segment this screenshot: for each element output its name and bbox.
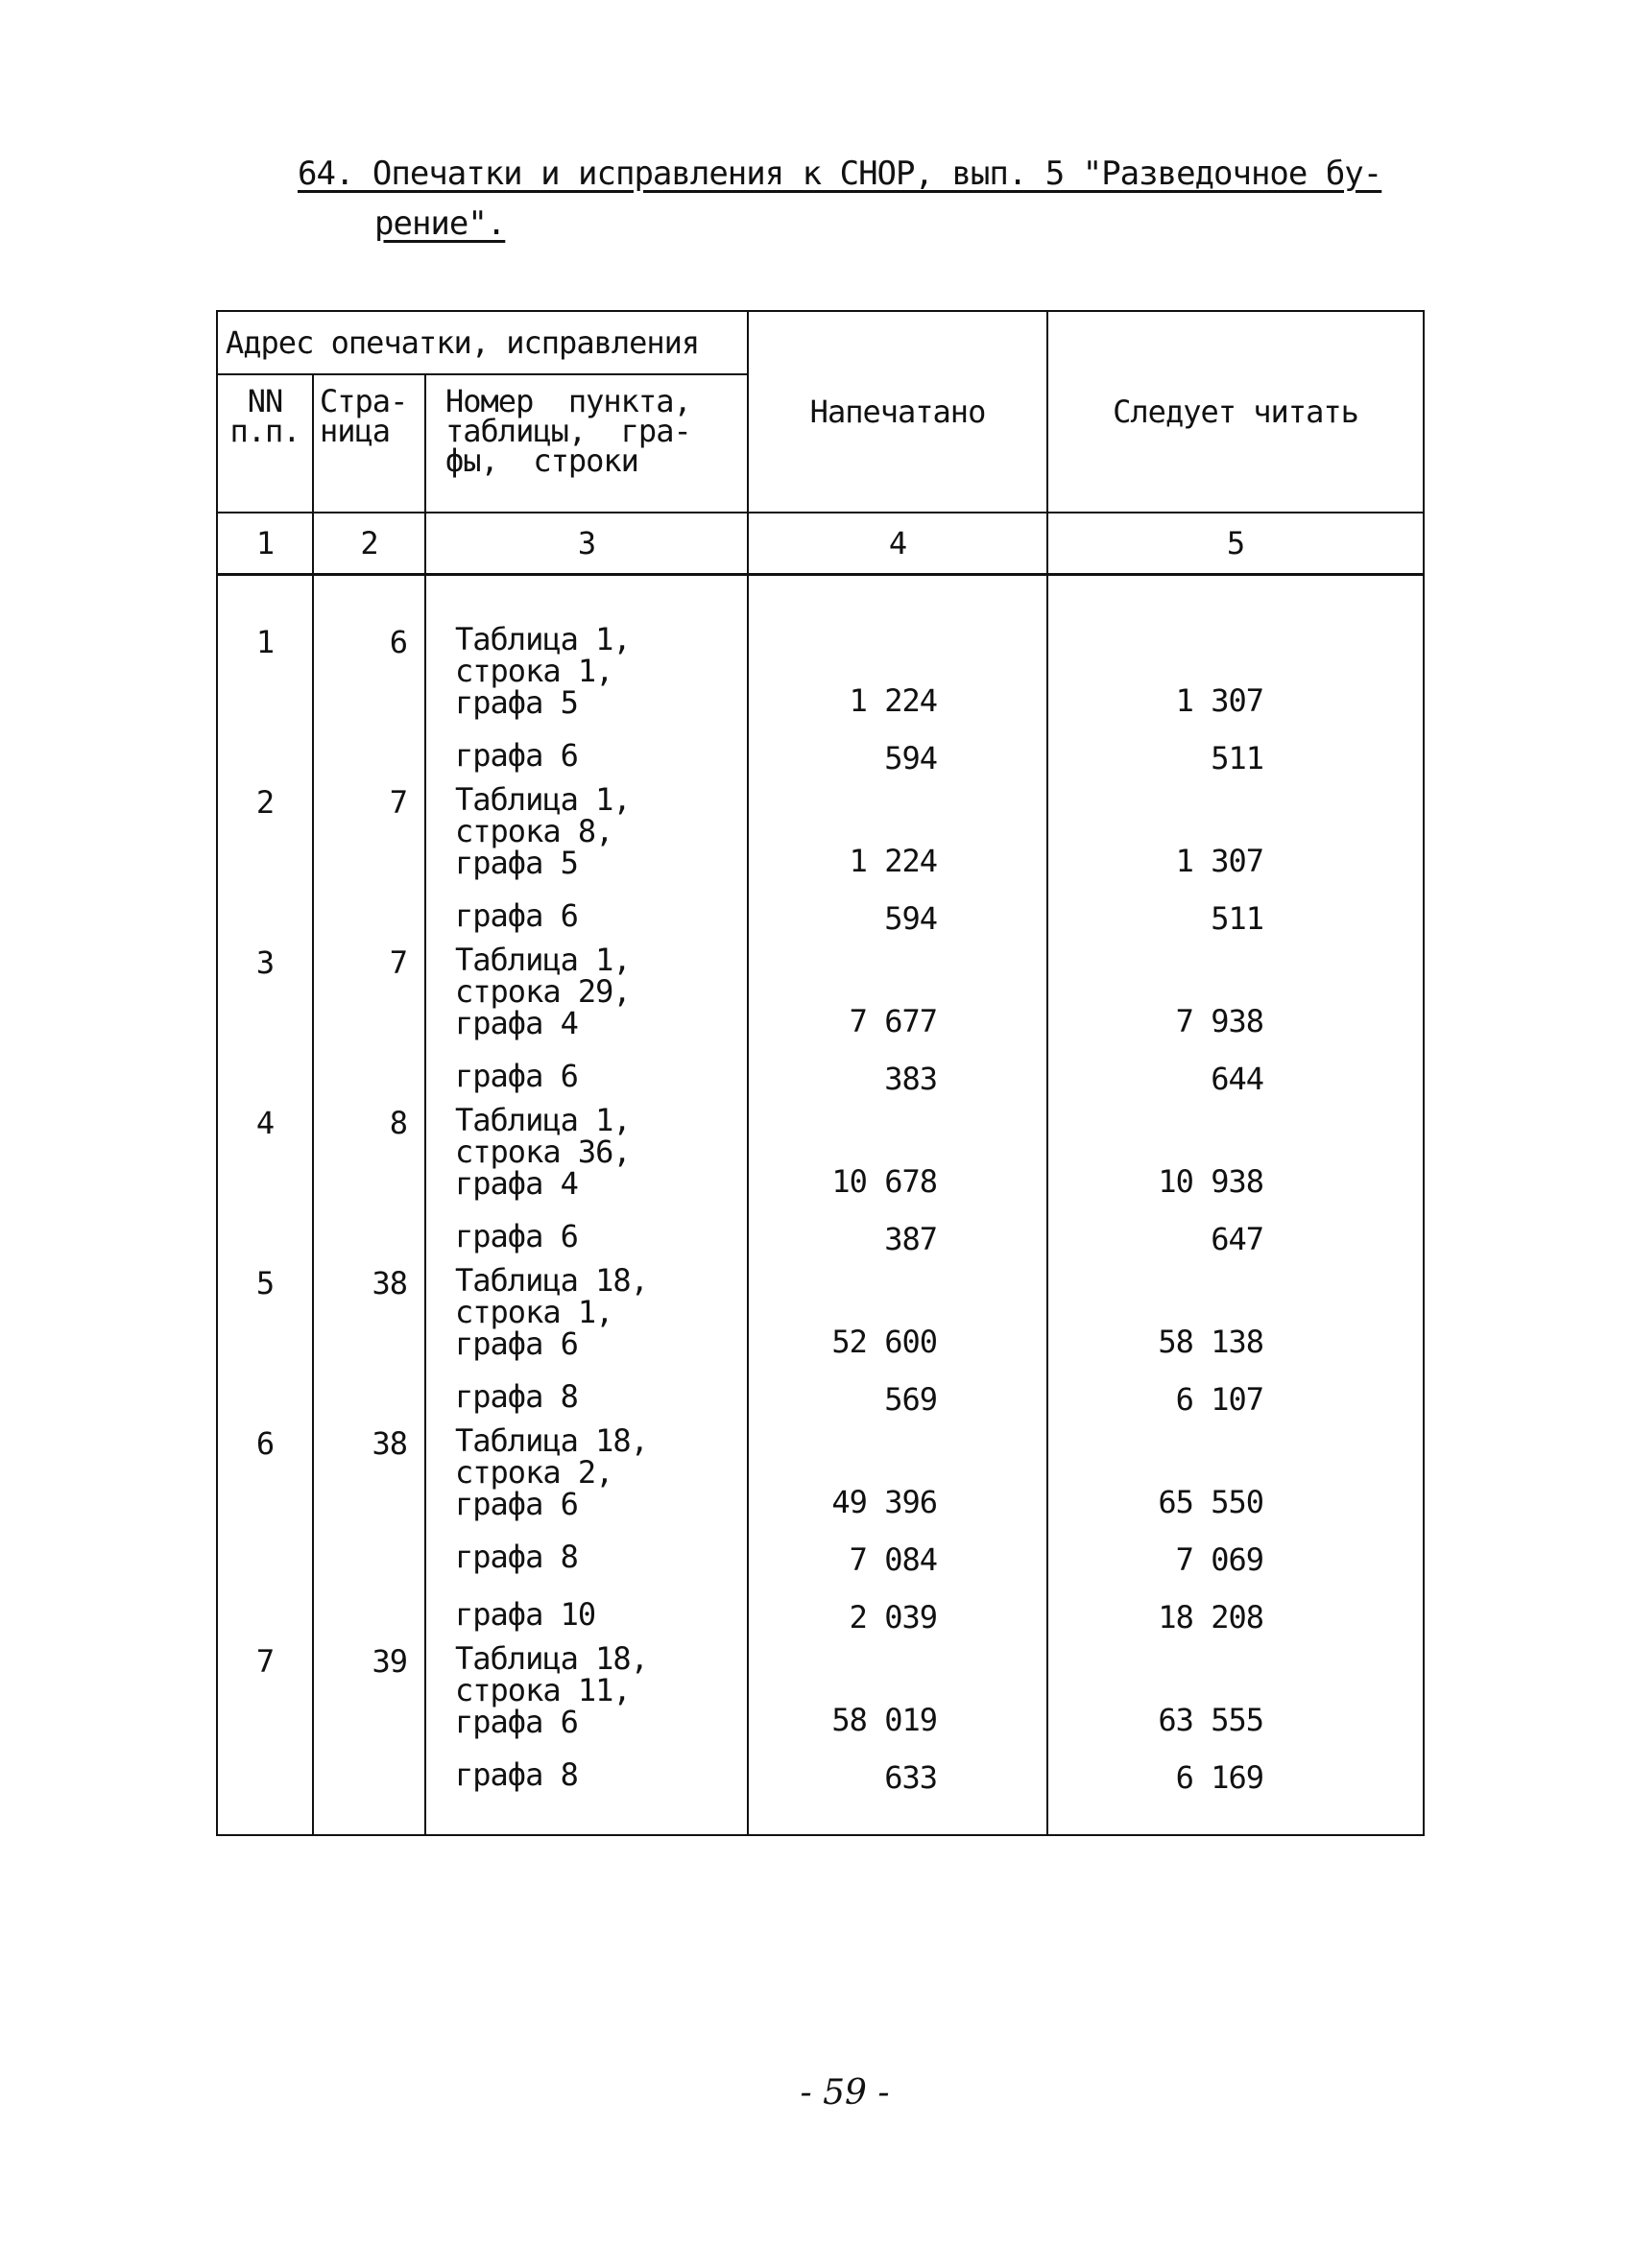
row-correct-value: 65 550 — [1047, 1418, 1424, 1520]
row-address: Таблица 18, строка 11, графа 6 — [425, 1635, 748, 1738]
row-correct-value: 1 307 — [1047, 575, 1424, 720]
errata-table — [216, 310, 1425, 1836]
row-printed-value: 7 084 — [748, 1520, 1047, 1578]
row-correct-value: 6 169 — [1047, 1738, 1424, 1835]
table-row — [217, 1578, 1424, 1635]
column-number-4: 4 — [748, 513, 1047, 575]
row-page — [313, 1360, 425, 1418]
row-printed-value: 2 039 — [748, 1578, 1047, 1635]
row-number: 4 — [217, 1097, 313, 1200]
header-nn: NN п.п. — [217, 374, 313, 513]
row-correct-value: 6 107 — [1047, 1360, 1424, 1418]
row-printed-value: 594 — [748, 879, 1047, 937]
row-number: 1 — [217, 575, 313, 720]
row-correct-value: 511 — [1047, 719, 1424, 776]
row-correct-value: 7 938 — [1047, 937, 1424, 1039]
row-printed-value: 383 — [748, 1039, 1047, 1097]
row-printed-value: 49 396 — [748, 1418, 1047, 1520]
title-line-2: рение". — [374, 204, 506, 243]
row-address: графа 6 — [425, 879, 748, 937]
column-number-3: 3 — [425, 513, 748, 575]
table-row — [217, 879, 1424, 937]
row-number — [217, 1578, 313, 1635]
row-address: Таблица 1, строка 8, графа 5 — [425, 776, 748, 879]
row-number — [217, 879, 313, 937]
table-row — [217, 1200, 1424, 1257]
errata-table-body — [217, 575, 1424, 1836]
table-row — [217, 1520, 1424, 1578]
header-item-address: Номер пункта, таблицы, гра- фы, строки — [425, 374, 748, 513]
row-correct-value: 647 — [1047, 1200, 1424, 1257]
row-page — [313, 719, 425, 776]
row-number — [217, 1520, 313, 1578]
row-number — [217, 719, 313, 776]
row-address: Таблица 18, строка 2, графа 6 — [425, 1418, 748, 1520]
row-correct-value: 18 208 — [1047, 1578, 1424, 1635]
row-correct-value: 7 069 — [1047, 1520, 1424, 1578]
row-page: 38 — [313, 1257, 425, 1360]
row-page — [313, 1200, 425, 1257]
row-number: 5 — [217, 1257, 313, 1360]
row-page — [313, 1738, 425, 1835]
row-printed-value: 1 224 — [748, 575, 1047, 720]
table-row — [217, 776, 1424, 879]
table-row — [217, 575, 1424, 720]
row-number: 3 — [217, 937, 313, 1039]
row-number — [217, 1200, 313, 1257]
column-numbers-row — [217, 513, 1424, 575]
row-number — [217, 1039, 313, 1097]
table-row — [217, 719, 1424, 776]
row-address: графа 6 — [425, 1039, 748, 1097]
row-address: графа 6 — [425, 1200, 748, 1257]
row-address: Таблица 1, строка 1, графа 5 — [425, 575, 748, 720]
table-row — [217, 1360, 1424, 1418]
table-row — [217, 1039, 1424, 1097]
row-address: Таблица 1, строка 36, графа 4 — [425, 1097, 748, 1200]
row-number: 6 — [217, 1418, 313, 1520]
row-correct-value: 10 938 — [1047, 1097, 1424, 1200]
title-line-1: 64. Опечатки и исправления к СНОР, вып. 5 "Разведочное бу- — [298, 155, 1382, 193]
row-address: графа 8 — [425, 1738, 748, 1835]
header-correct: Следует читать — [1047, 311, 1424, 513]
row-printed-value: 58 019 — [748, 1635, 1047, 1738]
row-page — [313, 879, 425, 937]
row-page: 7 — [313, 937, 425, 1039]
row-printed-value: 10 678 — [748, 1097, 1047, 1200]
document-title — [298, 149, 1430, 249]
row-address: графа 8 — [425, 1360, 748, 1418]
row-number: 7 — [217, 1635, 313, 1738]
row-correct-value: 511 — [1047, 879, 1424, 937]
table-row — [217, 1738, 1424, 1835]
table-row — [217, 937, 1424, 1039]
row-correct-value: 58 138 — [1047, 1257, 1424, 1360]
table-row — [217, 1418, 1424, 1520]
row-printed-value: 387 — [748, 1200, 1047, 1257]
row-page — [313, 1039, 425, 1097]
row-page: 8 — [313, 1097, 425, 1200]
table-row — [217, 1257, 1424, 1360]
header-printed: Напечатано — [748, 311, 1047, 513]
column-number-2: 2 — [313, 513, 425, 575]
row-printed-value: 569 — [748, 1360, 1047, 1418]
row-correct-value: 644 — [1047, 1039, 1424, 1097]
row-address: Таблица 1, строка 29, графа 4 — [425, 937, 748, 1039]
row-printed-value: 52 600 — [748, 1257, 1047, 1360]
row-number — [217, 1738, 313, 1835]
row-number: 2 — [217, 776, 313, 879]
column-number-1: 1 — [217, 513, 313, 575]
header-page: Стра- ница — [313, 374, 425, 513]
row-printed-value: 1 224 — [748, 776, 1047, 879]
row-printed-value: 7 677 — [748, 937, 1047, 1039]
row-address: Таблица 18, строка 1, графа 6 — [425, 1257, 748, 1360]
row-page: 7 — [313, 776, 425, 879]
header-address-group: Адрес опечатки, исправления — [217, 311, 748, 374]
column-number-5: 5 — [1047, 513, 1424, 575]
table-row — [217, 1097, 1424, 1200]
row-page — [313, 1520, 425, 1578]
row-number — [217, 1360, 313, 1418]
row-printed-value: 633 — [748, 1738, 1047, 1835]
row-page: 39 — [313, 1635, 425, 1738]
page-number: - 59 - — [800, 2073, 890, 2113]
row-printed-value: 594 — [748, 719, 1047, 776]
row-correct-value: 1 307 — [1047, 776, 1424, 879]
row-address: графа 8 — [425, 1520, 748, 1578]
errata-table-wrapper — [216, 310, 1425, 1836]
table-row — [217, 1635, 1424, 1738]
row-address: графа 6 — [425, 719, 748, 776]
row-address: графа 10 — [425, 1578, 748, 1635]
row-page: 38 — [313, 1418, 425, 1520]
row-page: 6 — [313, 575, 425, 720]
row-correct-value: 63 555 — [1047, 1635, 1424, 1738]
row-page — [313, 1578, 425, 1635]
